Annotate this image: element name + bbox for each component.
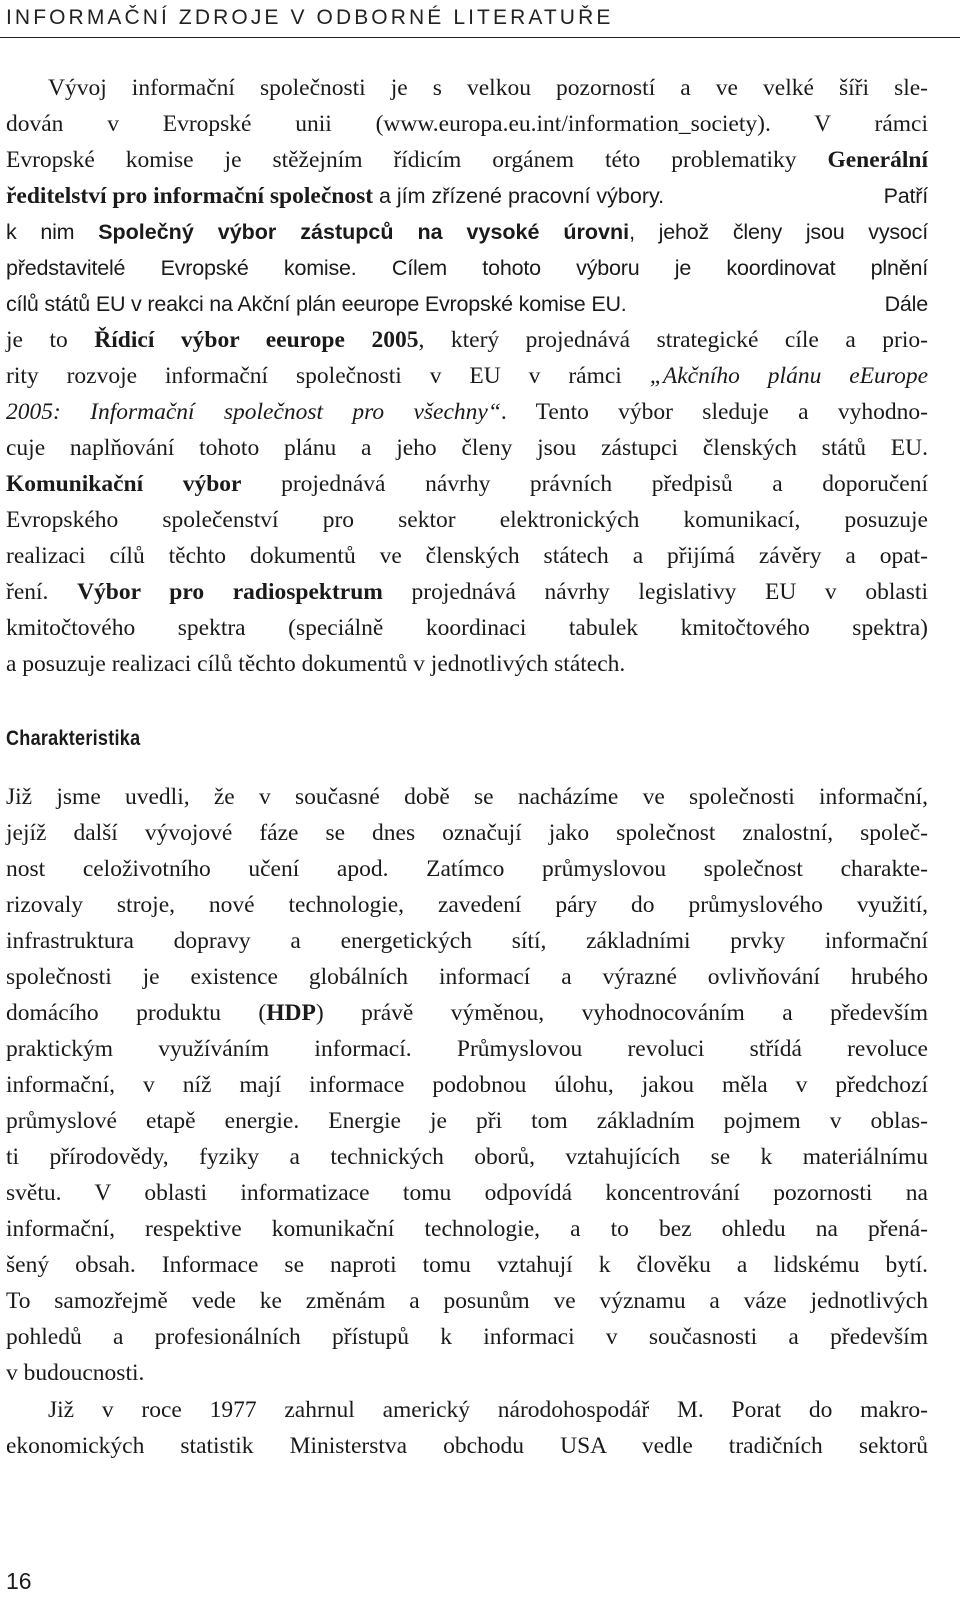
- text-line: jejíž další vývojové fáze se dnes označují jako společnost znalostní, společ-: [6, 820, 928, 846]
- text-line: průmyslové etapě energie. Energie je při tom základním pojmem v oblas-: [6, 1108, 928, 1134]
- text-line: ti přírodovědy, fyziky a technických oborů, vztahujících se k materiálnímu: [6, 1144, 928, 1170]
- section-heading: Charakteristika: [6, 727, 141, 750]
- text-line: informační, v níž mají informace podobnou úlohu, jakou měla v předchozí: [6, 1072, 928, 1098]
- text-line: představitelé Evropské komise. Cílem tohoto výboru je koordinovat plnění: [6, 256, 929, 280]
- italic-title: 2005: Informační společnost pro všechny“: [6, 399, 501, 425]
- text-line: domácího produktu (HDP) právě výměnou, vyhodnocováním a především: [6, 1000, 928, 1026]
- text-line: je to Řídicí výbor eeurope 2005, který projednává strategické cíle a prio-: [6, 327, 928, 353]
- text-line: informační, respektive komunikační technologie, a to bez ohledu na přená-: [6, 1216, 928, 1242]
- text-line: To samozřejmě vede ke změnám a posunům ve významu a váze jednotlivých: [6, 1288, 928, 1314]
- bold-term: Generální: [827, 147, 928, 173]
- text-line: Evropské komise je stěžejním řídicím orgánem této problematiky Generální: [6, 147, 928, 173]
- text-line: Již jsme uvedli, že v současné době se nacházíme ve společnosti informační,: [6, 784, 928, 810]
- text-line: Komunikační výbor projednává návrhy právních předpisů a doporučení: [6, 471, 929, 497]
- text-line: a posuzuje realizaci cílů těchto dokumentů v jednotlivých státech.: [6, 651, 626, 677]
- running-header-title: INFORMAČNÍ ZDROJE V ODBORNÉ LITERATUŘE: [6, 6, 614, 29]
- bold-term: ředitelství pro informační společnost: [6, 183, 374, 209]
- text-line: infrastruktura dopravy a energetických sítí, základními prvky informační: [6, 928, 928, 954]
- italic-title: „Akčního plánu eEurope: [649, 363, 929, 389]
- text-line: Vývoj informační společnosti je s velkou pozorností a ve velké šíři sle-: [48, 75, 928, 101]
- text-line: 2005: Informační společnost pro všechny“. Tento výbor sleduje a vyhodno-: [6, 399, 928, 425]
- text-line: světu. V oblasti informatizace tomu odpovídá koncentrování pozornosti na: [6, 1180, 928, 1206]
- bold-term: Společný výbor zástupců na vysoké úrovni: [98, 220, 630, 244]
- text-line: ředitelství pro informační společnost a jím zřízené pracovní výbory.: [6, 183, 665, 209]
- text-line: v budoucnosti.: [6, 1360, 145, 1386]
- text-line: realizaci cílů těchto dokumentů ve členských státech a přijímá závěry a opat-: [6, 543, 928, 569]
- bold-term: Komunikační výbor: [6, 471, 242, 497]
- text-line: dován v Evropské unii (www.europa.eu.int/information_society). V rámci: [6, 111, 928, 137]
- text-line: Již v roce 1977 zahrnul americký národohospodář M. Porat do makro-: [48, 1397, 928, 1423]
- text-line: k nim Společný výbor zástupců na vysoké úrovni, jehož členy jsou vysocí: [6, 220, 928, 244]
- text-line: Evropského společenství pro sektor elektronických komunikací, posuzuje: [6, 507, 928, 533]
- text-line-end: Patří: [883, 184, 928, 208]
- bold-term: Řídicí výbor eeurope 2005: [94, 327, 419, 353]
- text-line: rizovaly stroje, nové technologie, zavedení páry do průmyslového využití,: [6, 892, 928, 918]
- text-line: rity rozvoje informační společnosti v EU v rámci „Akčního plánu eEurope: [6, 363, 929, 389]
- bold-term: HDP: [266, 1000, 316, 1026]
- text-line: společnosti je existence globálních informací a výrazné ovlivňování hrubého: [6, 964, 928, 990]
- text-line: ření. Výbor pro radiospektrum projednává návrhy legislativy EU v oblasti: [6, 579, 928, 605]
- text-line: cuje naplňování tohoto plánu a jeho členy jsou zástupci členských států EU.: [6, 435, 928, 461]
- bold-term: Výbor pro radiospektrum: [77, 579, 383, 605]
- text-line: pohledů a profesionálních přístupů k informaci v současnosti a především: [6, 1324, 928, 1350]
- text-line-end: Dále: [884, 292, 928, 316]
- text-line: praktickým využíváním informací. Průmyslovou revoluci střídá revoluce: [6, 1036, 928, 1062]
- text-line: šený obsah. Informace se naproti tomu vztahují k člověku a lidskému bytí.: [6, 1252, 928, 1278]
- page-number: 16: [6, 1568, 32, 1594]
- text-line: nost celoživotního učení apod. Zatímco průmyslovou společnost charakte-: [6, 856, 928, 882]
- text-line: cílů států EU v reakci na Akční plán eeurope Evropské komise EU.: [6, 292, 627, 316]
- text-line: kmitočtového spektra (speciálně koordinaci tabulek kmitočtového spektra): [6, 615, 928, 641]
- text-line: ekonomických statistik Ministerstva obchodu USA vedle tradičních sektorů: [6, 1433, 928, 1459]
